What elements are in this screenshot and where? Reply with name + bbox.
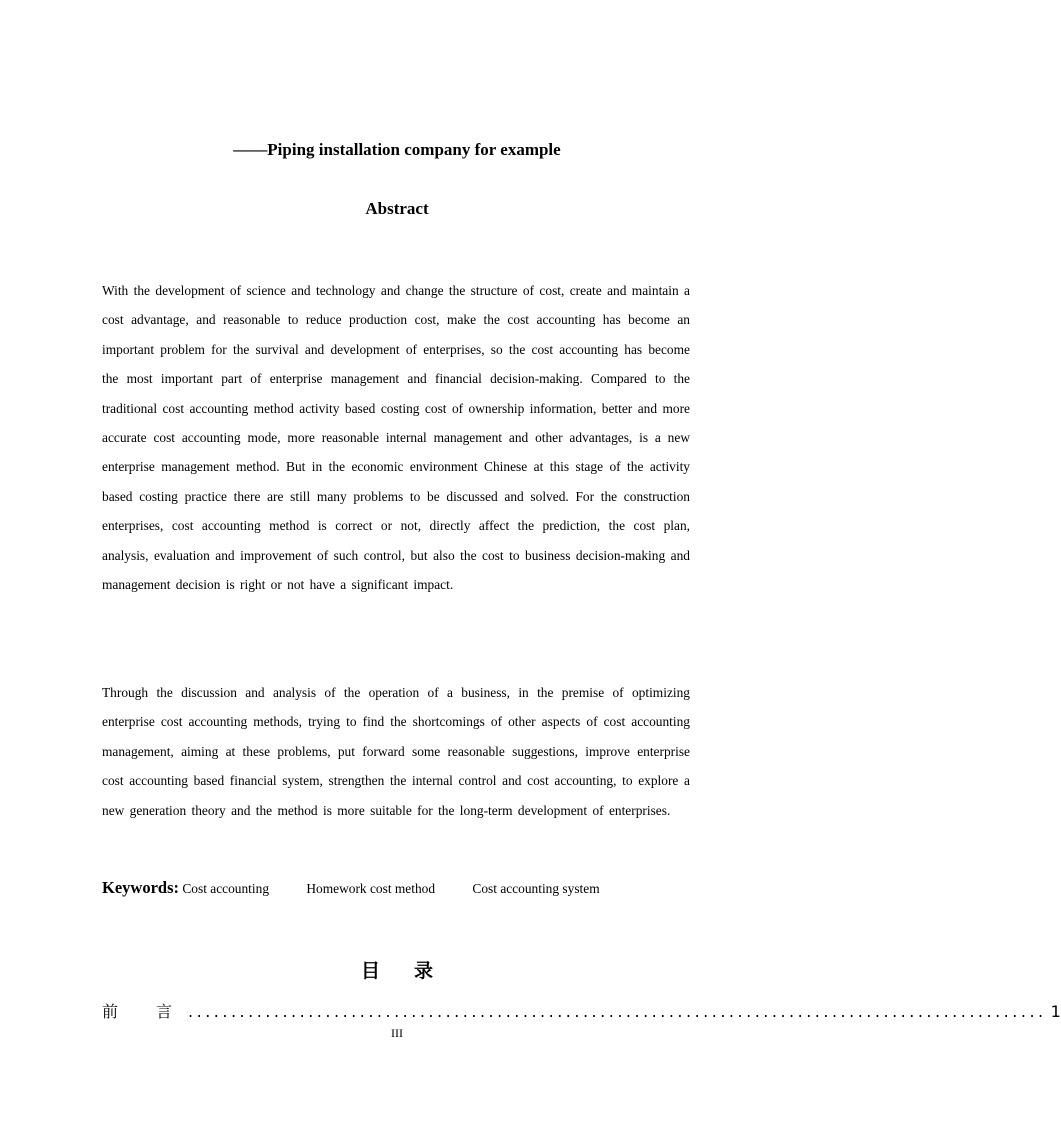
keyword-item: Cost accounting	[182, 881, 270, 896]
document-subtitle: ——Piping installation company for example	[233, 140, 561, 159]
toc-title-char: 录	[414, 960, 434, 982]
toc-entry-label: 前言	[102, 1002, 211, 1021]
page-number: III	[391, 1026, 403, 1040]
keywords-line	[102, 874, 722, 903]
abstract-paragraph: Through the discussion and analysis of the operation of a business, in the premise of optimizing enterprise cost accounting methods, trying to find the shortcomings of other aspects of cost accounting management, aiming at these problems, put forward some reasonable suggestions, improve enterprise cost accounting based financial system, strengthen the internal control and cost accounting, to explore a new generation theory and the method is more suitable for the long-term development of enterprises.	[102, 685, 690, 818]
toc-entry[interactable]	[102, 1000, 1061, 1024]
abstract-heading: Abstract	[365, 199, 429, 218]
toc-entry-page: 1	[1050, 1002, 1061, 1021]
toc-title-char: 目	[360, 960, 380, 982]
keyword-item: Homework cost method	[306, 881, 436, 896]
toc-title	[0, 958, 794, 984]
toc-leader-dots: ....................................................................................................	[188, 1002, 1047, 1021]
abstract-paragraph: With the development of science and technology and change the structure of cost, create and maintain a cost advantage, and reasonable to reduce production cost, make the cost accounting has become an important problem for the survival and development of enterprises, so the cost accounting has become the most important part of enterprise management and financial decision-making. Compared to the traditional cost accounting method activity based costing cost of ownership information, better and more accurate cost accounting mode, more reasonable internal management and other advantages, is a new enterprise management method. But in the economic environment Chinese at this stage of the activity based costing practice there are still many problems to be discussed and solved. For the construction enterprises, cost accounting method is correct or not, directly affect the prediction, the cost plan, analysis, evaluation and improvement of such control, but also the cost to business decision-making and management decision is right or not have a significant impact.	[102, 283, 690, 593]
keyword-item: Cost accounting system	[472, 881, 600, 896]
keywords-label: Keywords:	[102, 878, 179, 897]
